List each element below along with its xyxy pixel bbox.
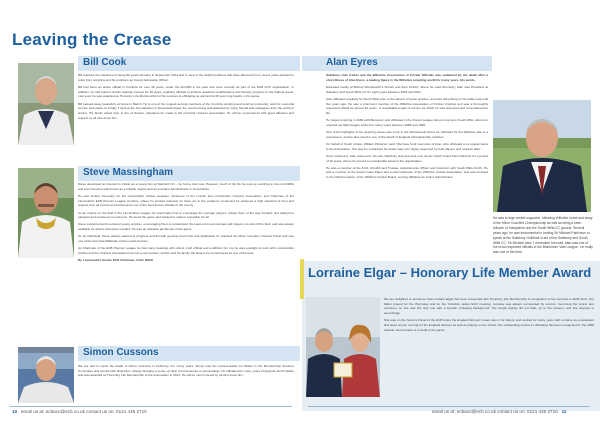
portrait-image	[493, 100, 591, 212]
alan-eyres-photo	[493, 100, 591, 212]
steve-massingham-header-bar	[78, 166, 300, 181]
steve-massingham-title: Steve Massingham	[83, 167, 174, 178]
bill-cook-photo	[18, 63, 74, 145]
lead-paragraph: Salisbury club cricket and the Wiltshire Association of Cricket Officials was saddened by the death after a short illness of Alan Eyres, a leading figure in the Wiltshire umpiring world for many years. His words.	[326, 73, 488, 82]
paragraph: He began umpiring in 1969 with Bemerton and officiated in the Dorset League before moving to South Wilts, where he umpired top flight league cricket for many years between 1986 and 1995.	[326, 118, 488, 127]
portrait-image	[18, 168, 74, 258]
paragraph: Alan officiated regularly for South Wilts prior to the advent of panel umpires, and was still putting on his white coat until five years ago. He was a prominent member of the Wiltshire Association of Cricket Umpires and was a thoroughly respected official for almost 40 years - a remarkable length of service for which he was honoured and remembered for life.	[326, 96, 488, 115]
paragraph: Bill reached the milestone of being 80 years old early in September 2013 and in view of the health problems that have affected him in recent years decided to retire from umpiring and his positions as County Education Officer.	[78, 73, 294, 82]
bill-cook-body	[78, 73, 294, 165]
portrait-image	[18, 347, 74, 403]
spread-title: Leaving the Crease	[12, 30, 172, 49]
steve-massingham-body	[78, 182, 294, 334]
footer-rule-left	[10, 406, 292, 407]
paragraph: On behalf of South cricket, William Pinkerton said: 'We have fond memories of Alan, who officiated on a regular basis in the Association. The way he conducted his duties was very highly respected by both players and umpires alike.'	[326, 141, 488, 151]
lorraine-elgar-body	[384, 297, 594, 403]
paragraph: Upon retirement, Alan returned to his own Salisbury club and took over as the South Coast Panel Director for a period of 16 years, where he proved a considerable asset to the organisation.	[326, 153, 488, 163]
lorraine-elgar-photo	[306, 297, 380, 397]
paragraph: Bill had been an active official in Cumbria for over 40 years, under the ACUMS in the past and more recently as part of the ECB ACO organisation. In addition, he had tutored umpire training courses for 30 years, enabling officials to achieve academic qualifications and thereby progress to the highest levels. Last year, he was awarded an Honorary Life Membership for his services to officiating as well as his 60 year long loyalty to the game.	[78, 84, 294, 99]
alan-eyres-body	[326, 73, 488, 259]
bill-cook-title: Bill Cook	[83, 57, 127, 68]
paragraph: We are delighted to announce that Lorraine Elgar has been presented with Honorary Life Membership in recognition of her services to ECB ACO. Her father played for the Wynnstay and for the Yorkshire ladies ECC meeting. Lorraine was always surrounded by scorers, becoming the scorer and volunteer, so she was the only one with a specific cricketing background. Her simple dignity did not fade, up to the present, and she stepped in accordingly.	[384, 297, 594, 316]
paragraph: As an umpire on the field in the Lincolnshire League he would take time to encourage the younger players, advise them of the way forward, and always be pleasant and courteous to everyone. He loved the game and wanted to make it enjoyable for all.	[78, 210, 294, 220]
accent-strip	[300, 259, 304, 299]
page-number: 10	[12, 409, 18, 414]
paragraph: Steve supported and mentored young umpires, encouraging them to understand the Laws and communicate with players on and off the field, and was always available for advice whenever needed. He was an absolute gentleman of the game.	[78, 222, 294, 232]
simon-cussons-header-bar	[78, 346, 300, 361]
simon-cussons-photo	[18, 347, 74, 403]
portrait-image	[18, 63, 74, 145]
footer-rule-right	[308, 406, 590, 407]
byline: By Lincolnshire former ECB Chairman, Colin White	[78, 258, 154, 263]
footer-right	[432, 409, 566, 414]
award-photo-image	[306, 297, 380, 397]
paragraph: Bill passed away peacefully at home in March. He is one of the longest-serving members of the Cumbria umpiring and scoring community, and his memorial service took place on Friday 7 April at the Crematorium in Dovenside Road, the service being well attended by many friends and colleagues from the world of cricket. His family asked that, in lieu of flowers, donations be made to the Cumbria Umpires Association. He will be remembered with great affection and respect by all who knew him.	[78, 101, 294, 120]
paragraph: He was a member of the ACO, ACU&S and Trustee, Appointments Officer and Instructor with South Wilts ACUS. He was a member of the South Coast Panel and a past Chairman of the Wiltshire Cricket Association, and was involved in the initial formation of the Wiltshire Cricket Board, serving Wiltshire as Junior Administrator.	[326, 165, 488, 180]
page-number: 11	[561, 409, 567, 414]
paragraph: He was Fixture Secretary for the Lincolnshire Cricket Leagues, Chairman of the Lincoln and Lincolnshire Umpires Association, and Chairman of the Lincolnshire ECB Premier League Umpires, where he worked tirelessly for them all. In the positions mentioned he achieved a high standard of trust and respect from all concerned and became one of the best-known officials in the county.	[78, 193, 294, 208]
footer-contact: email us at: ecbaco@ecb.co.uk contact us on: 0121 446 2710	[20, 409, 147, 414]
paragraph: As an individual, Steve always wanted to progress and through genuine hard work and application he reached the Minor Counties Umpires Panel and was one of the best that Midlands cricket could produce.	[78, 234, 294, 244]
paragraph: One of the highlights of his umpiring career was a trip to the Netherlands where he officiated for the Wiltshire side in a tournament, and he also stood in one of the South of England Championship matches.	[326, 130, 488, 139]
simon-cussons-body	[78, 364, 294, 404]
alan-eyres-header-bar	[302, 56, 492, 71]
alan-eyres-caption: He was a huge cricket supporter, following Wiltshire home and away in the Minor Counties Championship as well as being a keen follower of Hampshire and the South Wilts CC ground. Several years ago, he was instrumental in inviting Sir Michael Parkinson to speak at the Salisbury Guildhall in aid of the Salisbury and South Wilts CC. Sir Michael said: 'I remember him well, Alan was one of the most respected officials in the Blackmore Vale League - he really was one of the best.'	[493, 216, 593, 255]
paragraph: She was on the Scorers Panel of the ECB when the England Women's team was in its infancy and worked for many years with Lorraine as a dedicated first-class scorer, scoring for the England Women as well as playing on the circuit. Her outstanding service to officiating has been recognised in the 2008 awards, and Lorraine is a credit to the game.	[384, 318, 594, 332]
bill-cook-header-bar	[78, 56, 300, 71]
paragraph: As Chairman of the ECB Premier League he had many dealings with others, both official and unofficial. For me he was a delight to work with. Lincolnshire Cricket and the Umpires Association has lost a real servant, and he and his family will always be remembered as one of the best.	[78, 246, 294, 255]
paragraph: We are sad to report the death of Simon Cussons in February. For many years, Simon was the representative for Wales in the Membership Services Committee and served with distinction, always bringing a sense of clear commonsense to proceedings. He officiated for many years throughout North Wales and was awarded an Honorary Life Membership of the Association in 2014. He will be much missed by all who knew him.	[78, 364, 294, 378]
alan-eyres-title: Alan Eyres	[326, 57, 378, 68]
paragraph: Educated locally at Bishop Wordsworth's School and then Oxford, where he read chemistry, Alan was President at Salisbury and South Wilts CC for eight years between 2004 and 2011.	[326, 84, 488, 94]
paragraph: Steve developed an interest in cricket as a young boy at Stanford CC - my home club now. However, much of his life he took up umpiring in the mid-1980s and soon became well known as a reliable umpire and an excellent administrator in Lincolnshire.	[78, 182, 294, 191]
simon-cussons-title: Simon Cussons	[83, 347, 159, 358]
footer-left	[12, 409, 147, 414]
steve-massingham-photo	[18, 168, 74, 258]
lorraine-elgar-title: Lorraine Elgar – Honorary Life Member Award	[308, 265, 592, 280]
footer-contact: email us at: ecbaco@ecb.co.uk contact us on: 0121 446 2710	[432, 409, 558, 414]
